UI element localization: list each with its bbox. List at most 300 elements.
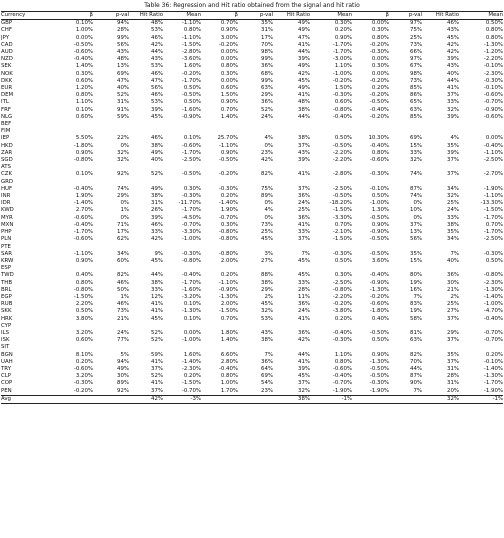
average-cell [389,395,422,403]
currency-cell: BGN [1,351,13,358]
value-cell: 11% [298,293,310,300]
value-cell: 0.60% [75,337,93,344]
value-cell: 0.20% [220,272,238,279]
value-cell: 64% [261,365,273,372]
average-cell: 38% [273,395,310,403]
value-cell: 1.60% [183,63,201,70]
value-cell: -1.40% [73,200,93,207]
value-cell: 42% [298,337,310,344]
value-cell: 33% [447,99,459,106]
value-cell: -0.50% [369,236,389,243]
value-cell: 0.80% [371,34,389,41]
value-cell: 0.10% [75,106,93,113]
value-cell: -1.50% [73,293,93,300]
value-cell: 82% [261,171,273,178]
value-cell: -2.20% [332,149,352,156]
value-cell: 91% [117,106,129,113]
value-cell: 49% [298,63,310,70]
value-cell: 0.90% [75,257,93,264]
value-cell: 37% [151,387,163,394]
value-cell: 2% [264,293,273,300]
value-cell: 52% [261,106,273,113]
value-cell [459,244,503,251]
value-cell [389,244,422,251]
value-cell [273,179,310,186]
value-cell: 37% [447,171,459,178]
table-row [1,388,503,396]
currency-cell: ISK [1,337,10,344]
value-cell: 58% [410,315,422,322]
value-cell: -1.70% [332,41,352,48]
value-cell: -0.80% [218,250,238,257]
value-cell [459,164,503,171]
value-cell: -0.30% [181,250,201,257]
value-cell: 36% [298,193,310,200]
value-cell: 38% [261,279,273,286]
value-cell: 31% [151,200,163,207]
value-cell: 0.30% [371,27,389,34]
table-row [1,56,503,63]
value-cell: 45% [298,373,310,380]
table-row [1,352,503,359]
value-cell: -1.70% [483,380,503,387]
value-cell: 63% [410,106,422,113]
value-cell: 39% [298,365,310,372]
currency-cell: RUB [1,301,13,308]
value-cell: 34% [447,236,459,243]
currency-cell: AUD [1,49,13,56]
value-cell: -1.70% [181,77,201,84]
value-cell: -0.30% [369,380,389,387]
value-cell: 3.00% [220,34,238,41]
value-cell: 69% [117,70,129,77]
value-cell: 0.80% [75,279,93,286]
value-cell: 0.80% [220,373,238,380]
value-cell: 0.10% [75,20,93,27]
value-cell: 42% [151,41,163,48]
value-cell: -1.40% [181,358,201,365]
value-cell: -1.90% [483,387,503,394]
currency-cell: BEF [1,121,12,128]
table-row [1,251,503,258]
table-row [1,35,503,42]
value-cell: 80% [410,272,422,279]
value-cell: 82% [117,272,129,279]
average-cell [238,395,273,403]
value-cell: 33% [151,229,163,236]
value-cell: 0.40% [75,272,93,279]
value-cell: -0.70% [181,387,201,394]
value-cell [129,128,163,135]
value-cell: -1.00% [181,337,201,344]
value-cell: -1.00% [181,236,201,243]
table-row [1,63,503,70]
column-header: Mean [310,12,352,20]
value-cell: -1.10% [218,279,238,286]
value-cell: 85% [410,113,422,120]
value-cell [201,164,238,171]
value-cell: -4.70% [483,308,503,315]
value-cell: 0.10% [183,135,201,142]
value-cell [389,128,422,135]
table-row [1,193,503,200]
currency-cell: ATS [1,164,11,171]
table-row [1,171,503,178]
value-cell: 38% [151,142,163,149]
currency-cell: COP [1,380,13,387]
value-cell: -0.50% [218,157,238,164]
currency-cell: FRF [1,106,11,113]
value-cell [310,265,352,272]
value-cell: -1.50% [483,207,503,214]
value-cell [273,244,310,251]
value-cell [459,323,503,330]
value-cell [201,265,238,272]
value-cell: 48% [151,20,163,27]
value-cell: 16% [410,286,422,293]
value-cell: 37% [298,185,310,192]
value-cell: 41% [298,358,310,365]
value-cell: -0.60% [73,365,93,372]
value-cell: 0.90% [371,221,389,228]
currency-cell: THB [1,279,13,286]
value-cell: -0.50% [369,99,389,106]
value-cell: -3.20% [181,293,201,300]
value-cell: -0.20% [369,92,389,99]
table-row [1,135,503,142]
value-cell: 0.70% [220,20,238,27]
currency-cell: SEK [1,63,12,70]
value-cell: 33% [151,286,163,293]
table-row [1,301,503,308]
value-cell: -1.50% [332,236,352,243]
value-cell: -1.00% [332,70,352,77]
value-cell [238,179,273,186]
value-cell: 13% [410,229,422,236]
value-cell: 7% [413,387,422,394]
value-cell: 0.80% [334,358,352,365]
value-cell [352,121,389,128]
value-cell: -0.80% [181,257,201,264]
table-row [1,337,503,344]
table-row [1,121,503,128]
value-cell: 37% [447,157,459,164]
value-cell: 38% [261,337,273,344]
value-cell: -2.50% [332,279,352,286]
value-cell [459,121,503,128]
value-cell: -0.90% [218,286,238,293]
value-cell: -0.80% [73,286,93,293]
value-cell: -2.70% [483,171,503,178]
value-cell [459,128,503,135]
table-row [1,380,503,387]
value-cell: 87% [410,373,422,380]
value-cell: 33% [410,149,422,156]
value-cell: 32% [447,106,459,113]
table-row [1,99,503,106]
table-row [1,107,503,114]
value-cell [93,164,129,171]
value-cell: 24% [298,308,310,315]
value-cell: -1.60% [181,286,201,293]
value-cell: 42% [261,157,273,164]
value-cell: -1.80% [369,308,389,315]
value-cell: 1.60% [183,351,201,358]
value-cell: 49% [298,27,310,34]
value-cell [201,323,238,330]
value-cell: 29% [447,329,459,336]
value-cell: -13.30% [480,200,503,207]
value-cell [201,128,238,135]
value-cell: -1.30% [369,286,389,293]
value-cell: -0.80% [218,236,238,243]
value-cell: 42% [298,70,310,77]
value-cell: -0.90% [181,113,201,120]
value-cell: 83% [410,301,422,308]
value-cell: 85% [410,85,422,92]
value-cell: -0.50% [369,373,389,380]
value-cell: -0.80% [332,106,352,113]
value-cell: 12% [151,293,163,300]
value-cell: 0.50% [334,135,352,142]
value-cell: 35% [447,351,459,358]
value-cell [93,344,129,351]
value-cell: -0.40% [332,329,352,336]
value-cell: 26% [151,207,163,214]
value-cell: 49% [151,185,163,192]
table-row [1,258,503,265]
value-cell [201,179,238,186]
value-cell: -0.40% [369,142,389,149]
value-cell: -1.80% [73,142,93,149]
value-cell: 0.90% [220,149,238,156]
value-cell: 37% [447,337,459,344]
value-cell: 73% [261,221,273,228]
value-cell [273,121,310,128]
value-cell: 39% [447,113,459,120]
value-cell: 0.50% [371,193,389,200]
value-cell: 40% [447,70,459,77]
value-cell: 75% [410,27,422,34]
value-cell: 0.60% [334,99,352,106]
value-cell: 39% [151,106,163,113]
value-cell: 0.50% [485,20,503,27]
value-cell: 43% [151,56,163,63]
value-cell [389,265,422,272]
currency-cell: MXN [1,221,14,228]
value-cell: 99% [261,77,273,84]
value-cell: 0.00% [220,56,238,63]
value-cell: -2.20% [332,293,352,300]
value-cell: 44% [298,113,310,120]
value-cell: -0.50% [181,92,201,99]
value-cell [459,344,503,351]
value-cell: 46% [151,34,163,41]
value-cell: 29% [117,193,129,200]
value-cell: -1.90% [369,387,389,394]
value-cell: -0.30% [332,337,352,344]
value-cell [163,323,201,330]
value-cell: -1.70% [181,279,201,286]
currency-cell: HUF [1,185,13,192]
value-cell: 94% [117,358,129,365]
value-cell: 45% [261,236,273,243]
average-cell [53,395,93,403]
value-cell: -1.10% [181,34,201,41]
value-cell: -0.90% [369,229,389,236]
value-cell: -3.30% [332,214,352,221]
value-cell [238,128,273,135]
value-cell: 97% [410,56,422,63]
value-cell: 47% [117,77,129,84]
value-cell: -0.40% [369,272,389,279]
value-cell: 21% [447,286,459,293]
value-cell: 0.70% [334,221,352,228]
currency-cell: DKK [1,77,13,84]
value-cell: 0.00% [75,34,93,41]
value-cell: 4% [450,135,459,142]
value-cell: -2.30% [483,279,503,286]
table-row [1,157,503,164]
value-cell: -1.70% [73,229,93,236]
value-cell [273,265,310,272]
value-cell: 0.60% [75,77,93,84]
value-cell: 49% [298,85,310,92]
value-cell: 0.10% [183,315,201,322]
value-cell: 0.60% [220,85,238,92]
value-cell: -0.50% [332,142,352,149]
column-header: p-val [389,12,422,20]
currency-cell: FIM [1,128,11,135]
value-cell: -0.40% [369,106,389,113]
value-cell: 31% [447,365,459,372]
value-cell: 37% [447,358,459,365]
value-cell: 46% [151,92,163,99]
value-cell [53,164,93,171]
value-cell: 45% [447,34,459,41]
value-cell: 25% [261,229,273,236]
value-cell [310,179,352,186]
value-cell: 39% [151,214,163,221]
value-cell: 44% [447,77,459,84]
value-cell: -2.30% [181,365,201,372]
value-cell [422,244,459,251]
value-cell: 0% [264,142,273,149]
value-cell: 10.30% [368,135,389,142]
value-cell: -0.30% [332,92,352,99]
column-header: Mean [163,12,201,20]
value-cell: 38% [447,221,459,228]
value-cell: 86% [410,92,422,99]
value-cell: 0.80% [183,27,201,34]
column-header: Hit Ratio [129,12,163,20]
value-cell: -3.00% [332,56,352,63]
value-cell: 33% [447,214,459,221]
value-cell [273,344,310,351]
value-cell: -0.20% [332,77,352,84]
value-cell: 87% [410,185,422,192]
value-cell: -0.20% [218,171,238,178]
value-cell: 98% [261,49,273,56]
average-cell: 42% [129,395,163,403]
value-cell [53,344,93,351]
value-cell: 43% [261,329,273,336]
value-cell: 44% [151,49,163,56]
value-cell [389,323,422,330]
value-cell: 39% [447,149,459,156]
value-cell: -0.70% [483,329,503,336]
value-cell: -1.70% [181,149,201,156]
value-cell: 52% [151,171,163,178]
value-cell: 0.90% [371,351,389,358]
value-cell: -0.60% [73,214,93,221]
value-cell: 74% [410,171,422,178]
value-cell: 0% [264,214,273,221]
value-cell: 31% [117,99,129,106]
value-cell [163,179,201,186]
value-cell: 17% [261,34,273,41]
value-cell: 2% [450,293,459,300]
value-cell: 7% [450,250,459,257]
value-cell: -1.30% [483,373,503,380]
column-header: Hit Ratio [422,12,459,20]
value-cell: -1.90% [483,185,503,192]
value-cell: -1.50% [181,380,201,387]
value-cell: 70% [410,358,422,365]
value-cell [93,128,129,135]
value-cell [129,244,163,251]
value-cell: -0.70% [181,221,201,228]
value-cell: -1.70% [332,49,352,56]
value-cell: -2.50% [483,157,503,164]
value-cell: -1.50% [181,41,201,48]
value-cell: 3.20% [75,373,93,380]
value-cell: 69% [261,373,273,380]
table-row [1,330,503,337]
value-cell: 0.00% [183,329,201,336]
value-cell: 1% [120,207,129,214]
currency-cell: HRK [1,315,13,322]
value-cell: 73% [410,77,422,84]
value-cell [129,323,163,330]
value-cell: 0.80% [220,63,238,70]
value-cell: 31% [261,27,273,34]
value-cell: 45% [151,315,163,322]
currency-cell: NZD [1,56,13,63]
value-cell: 45% [151,257,163,264]
currency-cell: UAH [1,358,13,365]
value-cell: -0.60% [181,142,201,149]
currency-cell: SGD [1,157,13,164]
value-cell: -1.50% [332,207,352,214]
value-cell: 0.00% [220,49,238,56]
value-cell: 7% [301,250,310,257]
value-cell: 34% [117,250,129,257]
currency-cell: PTE [1,243,11,250]
value-cell: 0% [120,200,129,207]
value-cell: 45% [261,301,273,308]
value-cell: 0.10% [183,301,201,308]
table-caption: Table 36: Regression and Hit ratio obtained from the signal and hit ratio [144,2,360,9]
value-cell: 0.50% [75,308,93,315]
table-row [1,287,503,294]
value-cell: 70% [261,41,273,48]
value-cell: 0.50% [183,85,201,92]
value-cell: -0.40% [73,56,93,63]
column-header: Mean [459,12,503,20]
value-cell: -1.30% [369,358,389,365]
value-cell: 0.90% [334,34,352,41]
